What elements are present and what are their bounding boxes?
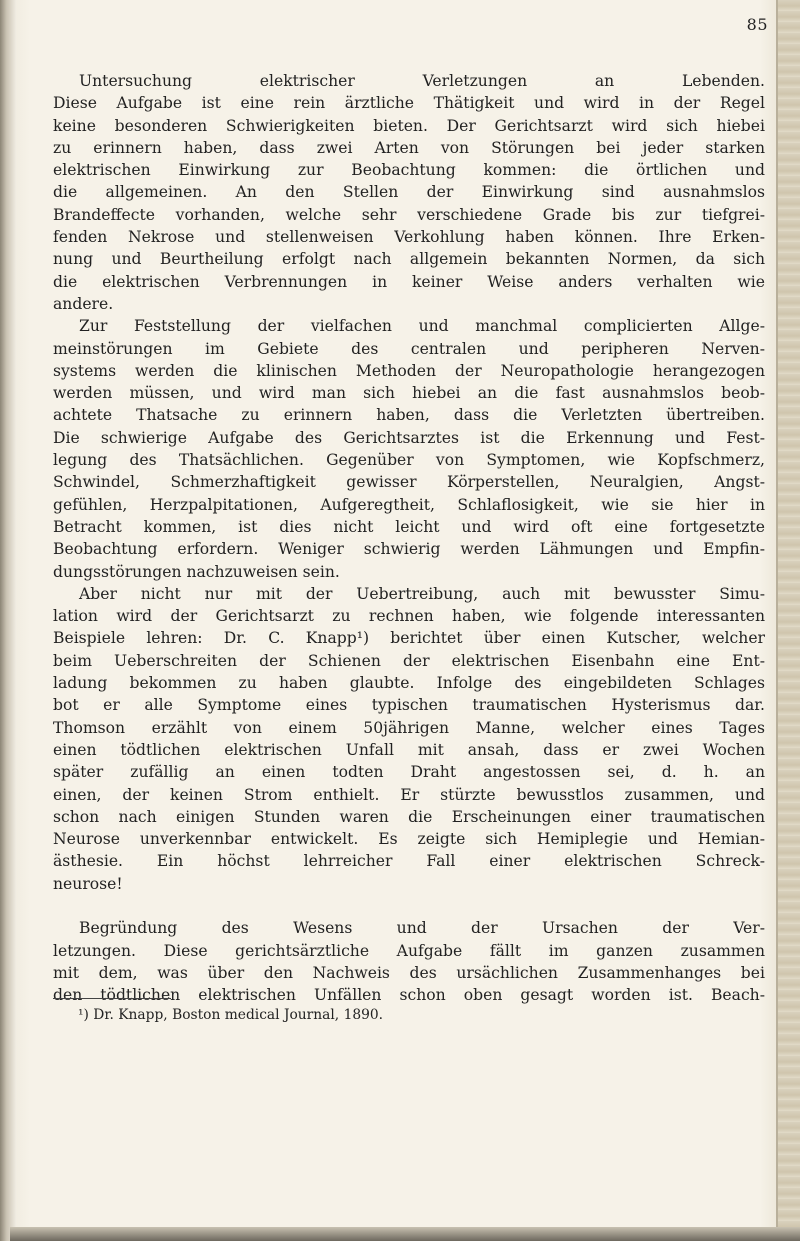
text-line: lation wird der Gerichtsarzt zu rechnen haben, wie folgende interessanten xyxy=(53,607,765,626)
text-line: beim Ueberschreiten der Schienen der elektrischen Eisenbahn eine Ent- xyxy=(53,651,765,670)
body-text xyxy=(53,70,765,1006)
text-line: Thomson erzählt von einem 50jährigen Manne, welcher eines Tages xyxy=(53,718,765,737)
text-line: den tödtlichen elektrischen Unfällen schon oben gesagt worden ist. Beach- xyxy=(53,986,765,1005)
text-line: Brandeffecte vorhanden, welche sehr verschiedene Grade bis zur tiefgrei- xyxy=(53,205,765,224)
text-line: elektrischen Einwirkung zur Beobachtung kommen: die örtlichen und xyxy=(53,161,765,180)
footnote-divider xyxy=(53,998,171,999)
paragraph-gap xyxy=(53,895,765,917)
section-heading-line: Begründung des Wesens und der Ursachen der Ver- xyxy=(79,919,765,938)
text-line: systems werden die klinischen Methoden der Neuropathologie herangezogen xyxy=(53,361,765,380)
text-line: nung und Beurtheilung erfolgt nach allgemein bekannten Normen, da sich xyxy=(53,250,765,269)
text-line: einen, der keinen Strom enthielt. Er stürzte bewusstlos zusammen, und xyxy=(53,785,765,804)
text-line: Beobachtung erfordern. Weniger schwierig werden Lähmungen und Empfin- xyxy=(53,540,765,559)
text-line: meinstörungen im Gebiete des centralen und peripheren Nerven- xyxy=(53,339,765,358)
text-line: einen tödtlichen elektrischen Unfall mit ansah, dass er zwei Wochen xyxy=(53,740,765,759)
text-line: ästhesie. Ein höchst lehrreicher Fall einer elektrischen Schreck- xyxy=(53,852,765,871)
text-line: Untersuchung elektrischer Verletzungen an Lebenden. xyxy=(79,72,765,90)
page-right-edge xyxy=(776,0,800,1241)
text-line: Diese Aufgabe ist eine rein ärztliche Thätigkeit und wird in der Regel xyxy=(53,94,765,113)
text-line: legung des Thatsächlichen. Gegenüber von Symptomen, wie Kopfschmerz, xyxy=(53,451,765,470)
text-line: letzungen. Diese gerichtsärztliche Aufgabe fällt im ganzen zusammen xyxy=(53,941,765,960)
text-line: dungsstörungen nachzuweisen sein. xyxy=(53,562,340,581)
text-line: andere. xyxy=(53,294,114,313)
text-line: Zur Feststellung der vielfachen und manchmal complicierten Allge- xyxy=(79,317,765,336)
text-line: mit dem, was über den Nachweis des ursächlichen Zusammenhanges bei xyxy=(53,963,765,982)
text-line: Aber nicht nur mit der Uebertreibung, auch mit bewusster Simu- xyxy=(79,584,765,603)
text-line: achtete Thatsache zu erinnern haben, dass die Verletzten übertreiben. xyxy=(53,406,765,425)
footnote: ¹) Dr. Knapp, Boston medical Journal, 1890. xyxy=(78,1007,384,1023)
text-line: ladung bekommen zu haben glaubte. Infolge des eingebildeten Schlages xyxy=(53,674,765,693)
text-line: Neurose unverkennbar entwickelt. Es zeigte sich Hemiplegie und Hemian- xyxy=(53,830,765,849)
text-line: schon nach einigen Stunden waren die Erscheinungen einer traumatischen xyxy=(53,807,765,826)
text-line: die elektrischen Verbrennungen in keiner Weise anders verhalten wie xyxy=(53,272,765,291)
text-line: später zufällig an einen todten Draht angestossen sei, d. h. an xyxy=(53,763,765,782)
text-line: Beispiele lehren: Dr. C. Knapp¹) berichtet über einen Kutscher, welcher xyxy=(53,629,765,648)
text-line: die allgemeinen. An den Stellen der Einwirkung sind ausnahmslos xyxy=(53,183,765,202)
text-line: fenden Nekrose und stellenweisen Verkohlung haben können. Ihre Erken- xyxy=(53,228,765,247)
text-line: zu erinnern haben, dass zwei Arten von Störungen bei jeder starken xyxy=(53,138,765,157)
text-line: Betracht kommen, ist dies nicht leicht und wird oft eine fortgesetzte xyxy=(53,517,765,536)
text-line: werden müssen, und wird man sich hiebei an die fast ausnahmslos beob- xyxy=(53,384,765,403)
page-number: 85 xyxy=(746,15,768,34)
text-line: gefühlen, Herzpalpitationen, Aufgeregtheit, Schlaflosigkeit, wie sie hier in xyxy=(53,495,765,514)
text-line: keine besonderen Schwierigkeiten bieten. Der Gerichtsarzt wird sich hiebei xyxy=(53,116,765,135)
page-left-shadow xyxy=(0,0,16,1241)
text-line: bot er alle Symptome eines typischen traumatischen Hysterismus dar. xyxy=(53,696,765,715)
text-line: Schwindel, Schmerzhaftigkeit gewisser Körperstellen, Neuralgien, Angst- xyxy=(53,473,765,492)
text-line: neurose! xyxy=(53,874,123,893)
page-bottom-edge xyxy=(10,1227,800,1241)
text-line: Die schwierige Aufgabe des Gerichtsarztes ist die Erkennung und Fest- xyxy=(53,428,765,447)
